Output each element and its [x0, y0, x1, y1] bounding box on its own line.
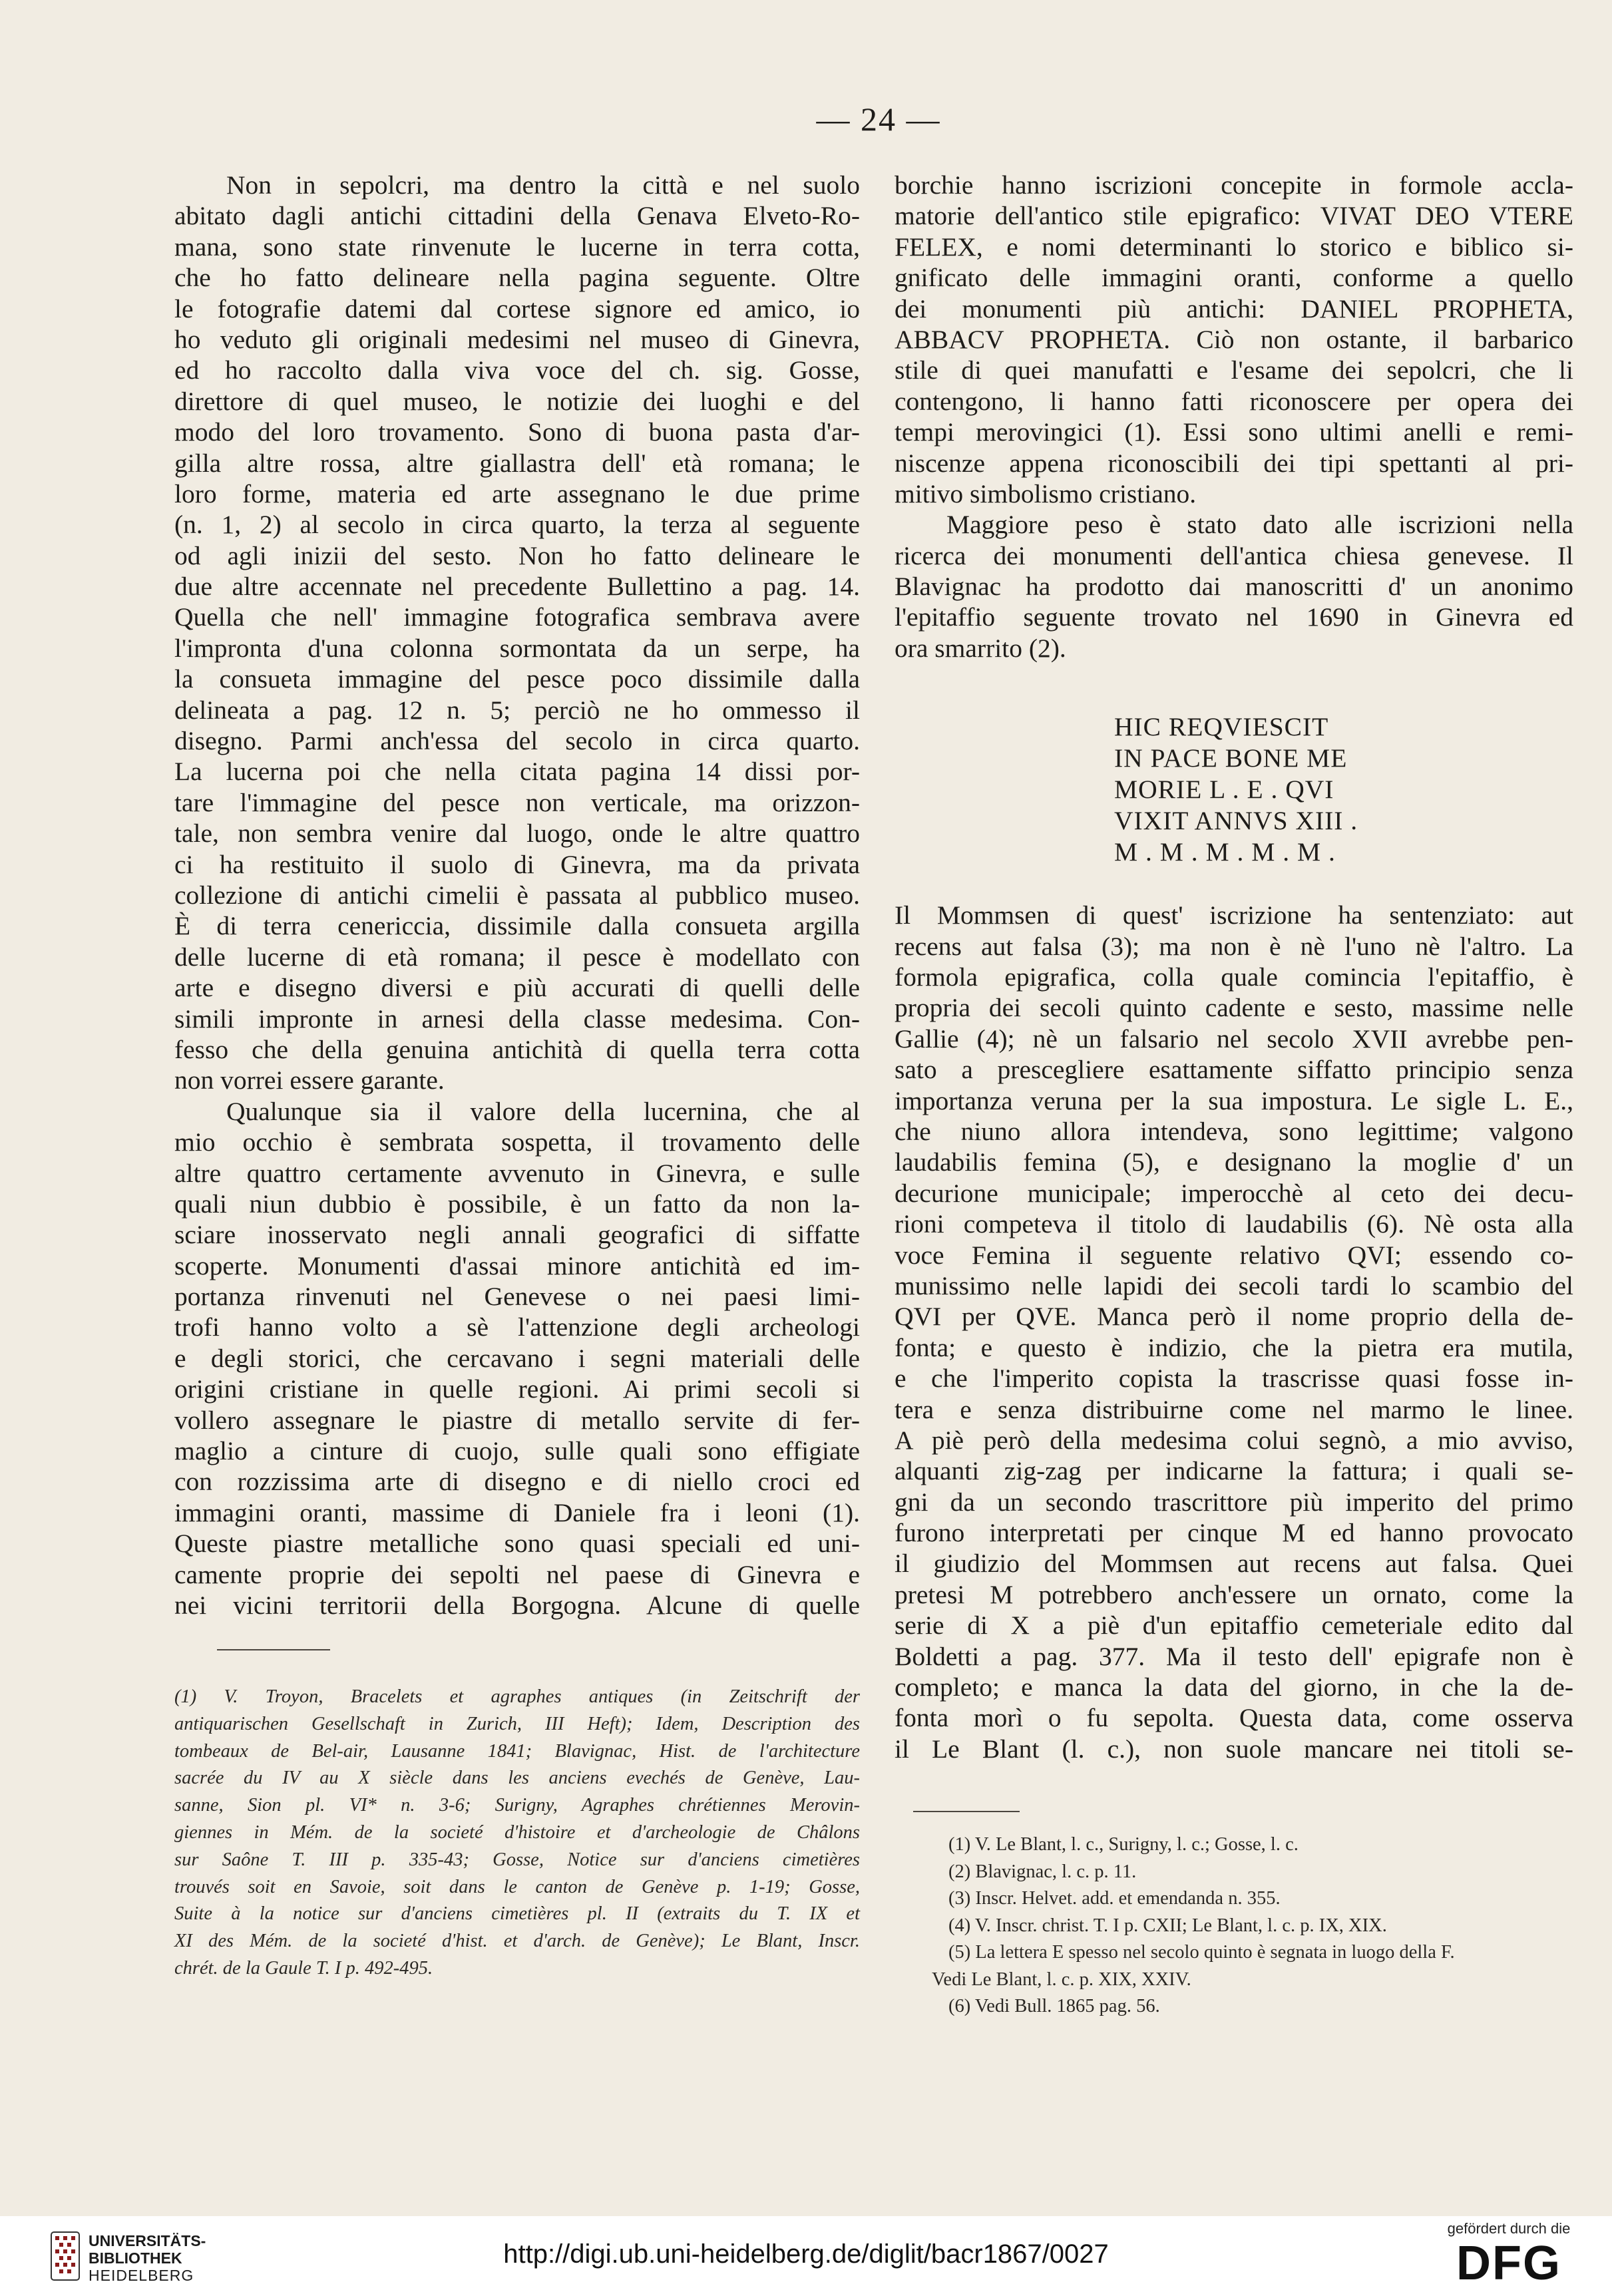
text-line: fesso che della genuina antichità di quella terra cotta — [174, 1034, 860, 1064]
text-line: propria dei secoli quinto cadente e sesto, massime nelle — [895, 993, 1573, 1023]
text-line: tale, non sembra venire dal luogo, onde le altre quattro — [174, 819, 860, 849]
text-line: camente proprie dei sepolti nel paese di Ginevra e — [174, 1559, 860, 1589]
inscription-line: IN PACE BONE ME — [1114, 743, 1348, 773]
text-line: pretesi M potrebbero anch'essere un ornato, come la — [895, 1579, 1573, 1609]
dfg-logo: DFG — [1456, 2237, 1561, 2290]
text-line: quali niun dubbio è possibile, è un fatto da non la- — [174, 1189, 860, 1219]
text-line: munissimo nelle lapidi dei secoli tardi lo scambio del — [895, 1270, 1573, 1300]
footnote-line: sacrée du IV au X siècle dans les anciens evechés de Genève, Lau- — [174, 1768, 860, 1789]
text-line: vollero assegnare le piastre di metallo servite di fer- — [174, 1405, 860, 1435]
text-line: A piè però della medesima colui segnò, a mio avviso, — [895, 1425, 1573, 1455]
footnote-line: sur Saône T. III p. 335-43; Gosse, Notice sur d'anciens cimetières — [174, 1849, 860, 1870]
text-line: arte e disegno diversi e più accurati di quelli delle — [174, 973, 860, 1003]
text-line: nei vicini territorii della Borgogna. Alcune di quelle — [174, 1590, 860, 1620]
text-line: laudabilis femina (5), e designano la moglie d' un — [895, 1147, 1573, 1177]
right-column — [895, 170, 1573, 1764]
page-number: — 24 — — [816, 100, 941, 138]
text-line: loro forme, materia ed arte assegnano le due prime — [174, 478, 860, 508]
inscription-line: M . M . M . M . M . — [1114, 837, 1336, 867]
funding-notice — [1432, 2220, 1585, 2289]
left-column-text — [174, 170, 860, 1621]
text-line: serie di X a piè d'un epitaffio cemeteriale edito dal — [895, 1611, 1573, 1640]
inscription-line: HIC REQVIESCIT — [1114, 712, 1329, 742]
text-line: altre quattro certamente avvenuto in Ginevra, e sulle — [174, 1158, 860, 1188]
footnote-line: (5) La lettera E spesso nel secolo quinto è segnata in luogo della F. — [948, 1942, 1455, 1963]
text-line: delineata a pag. 12 n. 5; perciò ne ho ommesso il — [174, 695, 860, 725]
inscription-line: VIXIT ANNVS XIII . — [1114, 806, 1358, 836]
text-line: simili impronte in arnesi della classe medesima. Con- — [174, 1004, 860, 1034]
footnote-line: giennes in Mém. de la societé d'histoire et d'archeologie de Châlons — [174, 1821, 860, 1843]
text-line: abitato dagli antichi cittadini della Genava Elveto-Ro- — [174, 201, 860, 231]
text-line: stile di quei manufatti e l'esame dei sepolcri, che li — [895, 355, 1573, 385]
text-line: gni da un secondo trascrittore più imperito del primo — [895, 1487, 1573, 1517]
text-line: ricerca dei monumenti dell'antica chiesa genevese. Il — [895, 540, 1573, 570]
text-line: il Le Blant (l. c.), non suole mancare nei titoli se- — [895, 1734, 1573, 1764]
text-line: che niuno allora intendeva, sono legittime; valgono — [895, 1116, 1573, 1146]
text-line: (n. 1, 2) al secolo in circa quarto, la terza al seguente — [174, 510, 860, 540]
text-line: QVI per QVE. Manca però il nome proprio della de- — [895, 1302, 1573, 1332]
text-line: tera e senza distribuirne come nel marmo le linee. — [895, 1394, 1573, 1424]
footnote-line: (3) Inscr. Helvet. add. et emendanda n. 355. — [948, 1888, 1281, 1909]
permalink-url[interactable]: http://digi.ub.uni-heidelberg.de/diglit/bacr1867/0027 — [503, 2239, 1109, 2269]
text-line: voce Femina il seguente relativo QVI; essendo co- — [895, 1240, 1573, 1270]
text-line: immagini oranti, massime di Daniele fra i leoni (1). — [174, 1497, 860, 1527]
right-column-text-before — [895, 170, 1573, 664]
text-line: ABBACV PROPHETA. Ciò non ostante, il barbarico — [895, 324, 1573, 354]
text-line: il giudizio del Mommsen aut recens aut falsa. Quei — [895, 1549, 1573, 1579]
text-line: recens aut falsa (3); ma non è nè l'uno nè l'altro. La — [895, 931, 1573, 961]
text-line: rioni competeva il titolo di laudabilis (6). Nè osta alla — [895, 1209, 1573, 1239]
text-line: scoperte. Monumenti d'assai minore antichità ed im- — [174, 1250, 860, 1280]
text-line: Maggiore peso è stato dato alle iscrizioni nella — [946, 510, 1573, 540]
footnote-line: (1) V. Le Blant, l. c., Surigny, l. c.; Gosse, l. c. — [948, 1834, 1299, 1855]
text-line: sciare inosservato negli annali geografici di siffatte — [174, 1220, 860, 1250]
footnote-line: (6) Vedi Bull. 1865 pag. 56. — [948, 1996, 1160, 2016]
text-line: dei monumenti più antichi: DANIEL PROPHETA, — [895, 293, 1573, 323]
text-line: tare l'immagine del pesce non verticale, ma orizzon- — [174, 787, 860, 817]
text-line: contengono, li hanno fatti riconoscere per opera dei — [895, 386, 1573, 416]
text-line: decurione municipale; imperocchè al ceto dei decu- — [895, 1178, 1573, 1208]
footnote-line: chrét. de la Gaule T. I p. 492-495. — [174, 1957, 433, 1979]
text-line: modo del loro trovamento. Sono di buona pasta d'ar- — [174, 417, 860, 447]
text-line: l'epitaffio seguente trovato nel 1690 in Ginevra ed — [895, 602, 1573, 632]
footnote-divider-right — [913, 1811, 1020, 1812]
text-line: mio occhio è sembrata sospetta, il trovamento delle — [174, 1127, 860, 1157]
text-line: Queste piastre metalliche sono quasi speciali ed uni- — [174, 1529, 860, 1559]
text-line: ora smarrito (2). — [895, 633, 1066, 663]
text-line: FELEX, e nomi determinanti lo storico e biblico si- — [895, 232, 1573, 262]
right-column-text-after — [895, 900, 1573, 1764]
footnote-line: Suite à la notice sur d'anciens cimetières pl. II (extraits du T. IX et — [174, 1903, 860, 1925]
text-line: od agli inizii del sesto. Non ho fatto delineare le — [174, 540, 860, 570]
text-line: mitivo simbolismo cristiano. — [895, 478, 1197, 508]
text-line: Gallie (4); nè un falsario nel secolo XVII avrebbe pen- — [895, 1024, 1573, 1053]
footnote-line: (1) V. Troyon, Bracelets et agraphes antiques (in Zeitschrift der — [174, 1686, 860, 1707]
footnote-line: trouvés soit en Savoie, soit dans le canton de Genève p. 1-19; Gosse, — [174, 1876, 860, 1897]
text-line: con rozzissima arte di disegno e di niello croci ed — [174, 1467, 860, 1497]
text-line: direttore di quel museo, le notizie dei luoghi e del — [174, 386, 860, 416]
footnote-line: XI des Mém. de la societé d'hist. et d'arch. de Genève); Le Blant, Inscr. — [174, 1931, 860, 1952]
text-line: non vorrei essere garante. — [174, 1065, 445, 1095]
text-line: ed ho raccolto dalla viva voce del ch. sig. Gosse, — [174, 355, 860, 385]
text-line: le fotografie datemi dal cortese signore ed amico, io — [174, 293, 860, 323]
text-line: Il Mommsen di quest' iscrizione ha sentenziato: aut — [895, 900, 1573, 930]
text-line: e che l'imperito copista la trascrisse quasi fosse in- — [895, 1364, 1573, 1394]
institution-name-line: UNIVERSITÄTS- — [89, 2232, 206, 2249]
institution-name-line: HEIDELBERG — [89, 2267, 194, 2284]
text-line: sato a prescegliere esattamente siffatto principio senza — [895, 1055, 1573, 1085]
text-line: delle lucerne di età romana; il pesce è modellato con — [174, 942, 860, 972]
text-line: Quella che nell' immagine fotografica sembrava avere — [174, 602, 860, 632]
footnote-line: sanne, Sion pl. VI* n. 3-6; Surigny, Agraphes chrétiennes Merovin- — [174, 1795, 860, 1816]
footnote-line: antiquarischen Gesellschaft in Zurich, III Heft); Idem, Description des — [174, 1713, 860, 1734]
text-line: due altre accennate nel precedente Bullettino a pag. 14. — [174, 572, 860, 602]
text-line: È di terra cenericcia, dissimile dalla consueta argilla — [174, 911, 860, 941]
text-line: che ho fatto delineare nella pagina seguente. Oltre — [174, 263, 860, 293]
text-line: portanza rinvenuti nel Genevese o nei paesi limi- — [174, 1282, 860, 1312]
footnote-line: (4) V. Inscr. christ. T. I p. CXII; Le Blant, l. c. p. IX, XIX. — [948, 1915, 1387, 1936]
footnote-line: (2) Blavignac, l. c. p. 11. — [948, 1861, 1137, 1882]
text-line: Blavignac ha prodotto dai manoscritti d' un anonimo — [895, 572, 1573, 602]
text-line: gnificato delle immagini oranti, conforme a quello — [895, 263, 1573, 293]
footer-bar — [0, 2216, 1612, 2296]
text-line: origini cristiane in quelle regioni. Ai primi secoli si — [174, 1374, 860, 1404]
footnote-line: tombeaux de Bel-air, Lausanne 1841; Blavignac, Hist. de l'architecture — [174, 1740, 860, 1762]
text-line: ho veduto gli originali medesimi nel museo di Ginevra, — [174, 324, 860, 354]
text-line: fonta morì o fu sepolta. Questa data, come osserva — [895, 1703, 1573, 1733]
text-line: tempi merovingici (1). Essi sono ultimi anelli e remi- — [895, 417, 1573, 447]
text-line: e degli storici, che cercavano i segni materiali delle — [174, 1343, 860, 1373]
footnote-line: Vedi Le Blant, l. c. p. XIX, XXIV. — [932, 1969, 1191, 1990]
text-line: formola epigrafica, colla quale comincia l'epitaffio, è — [895, 962, 1573, 992]
text-line: l'impronta d'una colonna sormontata da un serpe, ha — [174, 633, 860, 663]
text-line: furono interpretati per cinque M ed hanno provocato — [895, 1518, 1573, 1548]
funding-label: gefördert durch die — [1447, 2220, 1571, 2237]
text-line: Qualunque sia il valore della lucernina, che al — [226, 1096, 860, 1126]
left-column — [174, 170, 860, 1621]
institution-name-line: BIBLIOTHEK — [89, 2249, 182, 2267]
text-line: matorie dell'antico stile epigrafico: VIVAT DEO VTERE — [895, 201, 1573, 231]
text-line: gilla altre rossa, altre giallastra dell' età romana; le — [174, 448, 860, 478]
text-line: mana, sono state rinvenute le lucerne in terra cotta, — [174, 232, 860, 262]
text-line: disegno. Parmi anch'essa del secolo in circa quarto. — [174, 726, 860, 756]
text-line: collezione di antichi cimelii è passata al pubblico museo. — [174, 880, 860, 910]
text-line: maglio a cinture di cuojo, sulle quali sono effigiate — [174, 1436, 860, 1466]
text-line: La lucerna poi che nella citata pagina 14 dissi por- — [174, 757, 860, 787]
text-line: borchie hanno iscrizioni concepite in formole accla- — [895, 170, 1573, 200]
text-line: Non in sepolcri, ma dentro la città e nel suolo — [226, 170, 860, 200]
text-line: fonta; e questo è indizio, che la pietra era mutila, — [895, 1332, 1573, 1362]
text-line: importanza veruna per la sua impostura. Le sigle L. E., — [895, 1085, 1573, 1115]
epitaph-inscription — [1114, 711, 1573, 868]
text-line: trofi hanno volto a sè l'attenzione degli archeologi — [174, 1312, 860, 1342]
text-line: niscenze appena riconoscibili dei tipi spettanti al pri- — [895, 448, 1573, 478]
text-line: la consueta immagine del pesce poco dissimile dalla — [174, 664, 860, 694]
text-line: alquanti zig-zag per indicarne la fattura; i quali se- — [895, 1456, 1573, 1486]
text-line: Boldetti a pag. 377. Ma il testo dell' epigrafe non è — [895, 1641, 1573, 1671]
footnote-divider-left — [217, 1649, 330, 1650]
inscription-line: MORIE L . E . QVI — [1114, 775, 1334, 805]
footnotes-right — [932, 1831, 1574, 2020]
text-line: ci ha restituito il suolo di Ginevra, ma da privata — [174, 849, 860, 879]
text-line: completo; e manca la data del giorno, in che la de- — [895, 1672, 1573, 1702]
footnotes-left — [174, 1684, 860, 1983]
